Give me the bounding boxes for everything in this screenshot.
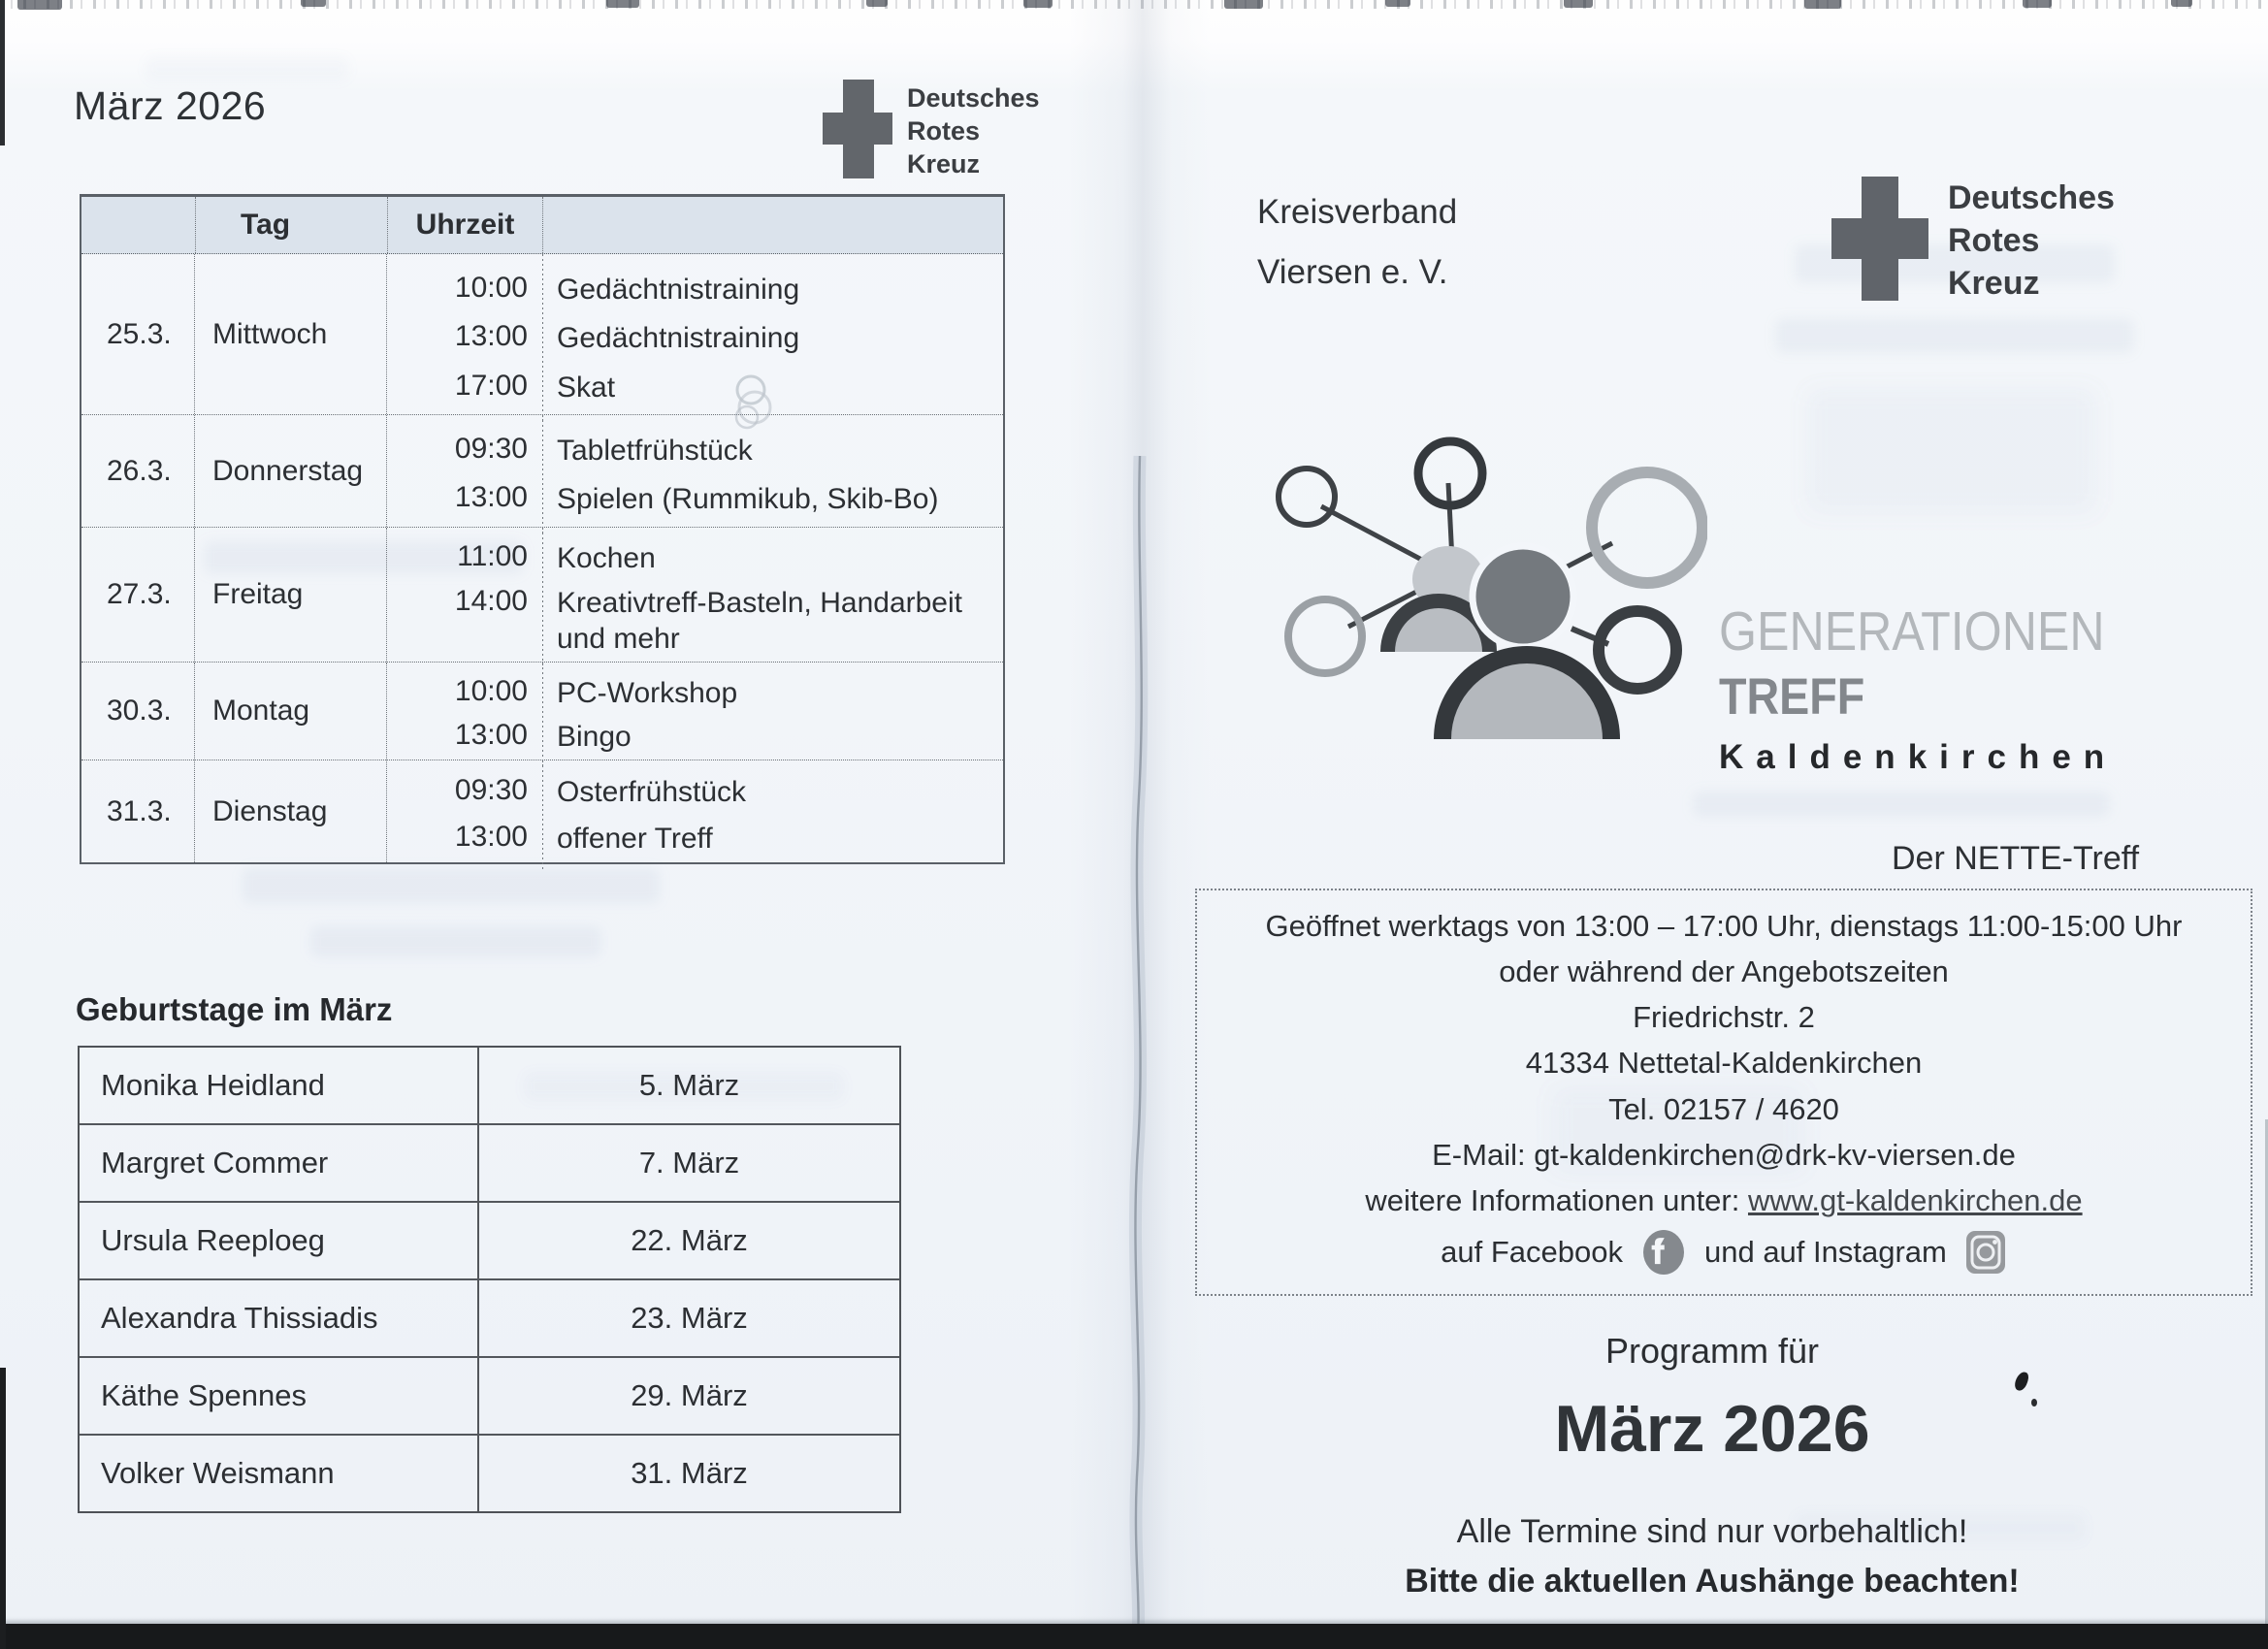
time: 10:00 xyxy=(454,271,528,304)
scan-speck xyxy=(1385,0,1410,7)
birthday-row xyxy=(80,1125,899,1203)
pencil-smudge xyxy=(722,369,782,435)
program-lead: Programm für xyxy=(1604,1331,1820,1371)
activity: offener Treff xyxy=(557,822,713,855)
day-cell: Freitag xyxy=(195,528,387,662)
facebook-icon xyxy=(1640,1229,1687,1276)
scan-left-edge-bottom xyxy=(0,1368,6,1649)
bleedthrough-ghost xyxy=(1693,792,2110,817)
entries-cell xyxy=(387,760,1003,870)
program-note-bold: Bitte die aktuellen Aushänge beachten! xyxy=(1405,1563,2020,1600)
header-date-cell xyxy=(81,197,195,253)
birthday-date: 7. März xyxy=(477,1125,899,1201)
time: 13:00 xyxy=(454,719,528,752)
birthday-date: 29. März xyxy=(477,1358,899,1434)
drk-word: Rotes xyxy=(1948,222,2040,259)
organization-name xyxy=(1257,182,1457,303)
birthday-date: 22. März xyxy=(477,1203,899,1278)
date-cell: 25.3. xyxy=(81,254,195,414)
scan-left-edge-top xyxy=(0,0,5,146)
website-prefix: weitere Informationen unter: xyxy=(1365,1182,1748,1217)
bleedthrough-ghost xyxy=(146,56,349,81)
birthday-name: Käthe Spennes xyxy=(101,1378,308,1412)
birthday-row xyxy=(80,1436,899,1511)
generationentreff-network-people-icon xyxy=(1251,436,1707,739)
facebook-label: auf Facebook xyxy=(1441,1234,1623,1269)
scan-speck xyxy=(606,0,639,8)
date-cell: 27.3. xyxy=(81,528,195,662)
website-line xyxy=(1209,1183,2239,1218)
activity: Skat xyxy=(557,371,616,404)
time: 09:30 xyxy=(454,774,528,807)
birthday-row xyxy=(80,1048,899,1125)
drk-word: Kreuz xyxy=(1948,265,2040,302)
schedule-table xyxy=(80,194,1005,864)
scan-speck xyxy=(866,0,888,7)
birthday-name: Ursula Reeploeg xyxy=(101,1223,325,1257)
bleedthrough-ghost xyxy=(310,926,601,957)
drk-word: Kreuz xyxy=(907,149,981,178)
birthday-name: Alexandra Thissiadis xyxy=(101,1301,378,1335)
page-title-month: März 2026 xyxy=(74,83,267,128)
schedule-row xyxy=(81,415,1003,528)
entries-cell xyxy=(387,415,1003,534)
wordmark-kaldenkirchen: Kaldenkirchen xyxy=(1719,738,2118,776)
city-address: 41334 Nettetal-Kaldenkirchen xyxy=(1525,1046,1923,1081)
instagram-icon xyxy=(1964,1229,2007,1276)
drk-logo-text xyxy=(1948,177,2115,305)
org-line: Kreisverband xyxy=(1257,193,1458,231)
wordmark-generationen: GENERATIONEN xyxy=(1719,600,2105,663)
schedule-row xyxy=(81,760,1003,862)
bleedthrough-ghost xyxy=(1775,318,2134,353)
drk-logo-text xyxy=(907,80,1040,180)
drk-word: Rotes xyxy=(907,116,981,146)
drk-word: Deutsches xyxy=(907,83,1040,113)
bleedthrough-ghost xyxy=(1806,388,2097,514)
birthday-date: 31. März xyxy=(477,1436,899,1511)
program-note: Alle Termine sind nur vorbehaltlich! xyxy=(1456,1513,1968,1550)
entries-cell xyxy=(387,663,1003,767)
birthday-date: 5. März xyxy=(477,1048,899,1123)
activity: Bingo xyxy=(557,721,632,754)
bleedthrough-ghost xyxy=(243,868,660,903)
activity: Gedächtnistraining xyxy=(557,273,800,306)
birthdays-heading: Geburtstage im März xyxy=(76,991,393,1027)
time: 11:00 xyxy=(457,540,528,572)
header-activity-cell xyxy=(542,197,1003,253)
red-cross-icon xyxy=(823,80,892,178)
drk-logo-right xyxy=(1831,177,2115,305)
schedule-row xyxy=(81,528,1003,663)
schedule-table-header xyxy=(81,197,1003,254)
program-month-title: März 2026 xyxy=(1554,1392,1870,1466)
generationentreff-wordmark xyxy=(1719,599,2175,777)
time: 09:30 xyxy=(454,432,528,465)
birthday-row xyxy=(80,1358,899,1436)
time: 10:00 xyxy=(454,674,528,707)
email-address: E-Mail: gt-kaldenkirchen@drk-kv-viersen.de xyxy=(1432,1137,2016,1172)
birthday-date: 23. März xyxy=(477,1280,899,1356)
fold-crease-line xyxy=(1116,448,1164,1649)
birthday-name: Monika Heidland xyxy=(101,1068,325,1102)
header-day-cell: Tag xyxy=(195,197,387,253)
contact-info-box xyxy=(1195,889,2252,1296)
header-time-cell: Uhrzeit xyxy=(387,197,542,253)
time: 14:00 xyxy=(454,585,528,617)
red-cross-icon xyxy=(1831,177,1928,301)
social-media-line xyxy=(1209,1229,2239,1276)
drk-word: Deutsches xyxy=(1948,179,2115,216)
scan-speck xyxy=(2171,0,2192,7)
entries-cell xyxy=(387,254,1003,422)
wordmark-treff: TREFF xyxy=(1719,668,1865,726)
scan-speck xyxy=(1023,0,1053,8)
time: 13:00 xyxy=(454,820,528,853)
scan-speck xyxy=(2023,0,2052,8)
birthday-name: Volker Weismann xyxy=(101,1456,335,1490)
day-cell: Montag xyxy=(195,663,387,760)
day-cell: Donnerstag xyxy=(195,415,387,527)
time: 17:00 xyxy=(454,369,528,402)
date-cell: 26.3. xyxy=(81,415,195,527)
drk-logo-left xyxy=(823,80,1040,180)
activity: Gedächtnistraining xyxy=(557,322,800,354)
program-block xyxy=(1169,1331,2255,1600)
opening-hours-line2: oder während der Angebotszeiten xyxy=(1499,954,1949,989)
activity: Spielen (Rummikub, Skib-Bo) xyxy=(557,483,939,516)
date-cell: 30.3. xyxy=(81,663,195,760)
time: 13:00 xyxy=(454,481,528,514)
birthday-row xyxy=(80,1203,899,1280)
birthday-name: Margret Commer xyxy=(101,1146,329,1180)
activity: Osterfrühstück xyxy=(557,776,747,809)
subtitle-nette-treff: Der NETTE-Treff xyxy=(1892,840,2140,877)
activity: Kochen xyxy=(557,542,656,574)
schedule-row xyxy=(81,254,1003,415)
scan-speck xyxy=(1804,0,1841,9)
activity: Tabletfrühstück xyxy=(557,434,753,467)
phone-number: Tel. 02157 / 4620 xyxy=(1608,1091,1839,1126)
instagram-label: und auf Instagram xyxy=(1703,1234,1947,1269)
birthdays-table xyxy=(78,1046,901,1513)
scan-speck xyxy=(1224,0,1263,9)
entries-cell xyxy=(387,528,1003,669)
day-cell: Mittwoch xyxy=(195,254,387,414)
scan-speck xyxy=(301,0,326,7)
birthday-row xyxy=(80,1280,899,1358)
scan-bottom-edge xyxy=(0,1624,2268,1649)
opening-hours-line: Geöffnet werktags von 13:00 – 17:00 Uhr, dienstags 11:00-15:00 Uhr xyxy=(1265,909,2183,944)
schedule-row xyxy=(81,663,1003,760)
date-cell: 31.3. xyxy=(81,760,195,862)
street-address: Friedrichstr. 2 xyxy=(1633,1000,1815,1035)
day-cell: Dienstag xyxy=(195,760,387,862)
time: 13:00 xyxy=(454,320,528,352)
activity: Kreativtreff-Basteln, Handarbeit und mehr xyxy=(557,587,962,655)
scan-speck xyxy=(17,0,62,10)
website-link: www.gt-kaldenkirchen.de xyxy=(1747,1182,2083,1217)
activity: PC-Workshop xyxy=(557,676,738,709)
scan-speck xyxy=(1564,0,1593,8)
org-line: Viersen e. V. xyxy=(1257,253,1448,291)
